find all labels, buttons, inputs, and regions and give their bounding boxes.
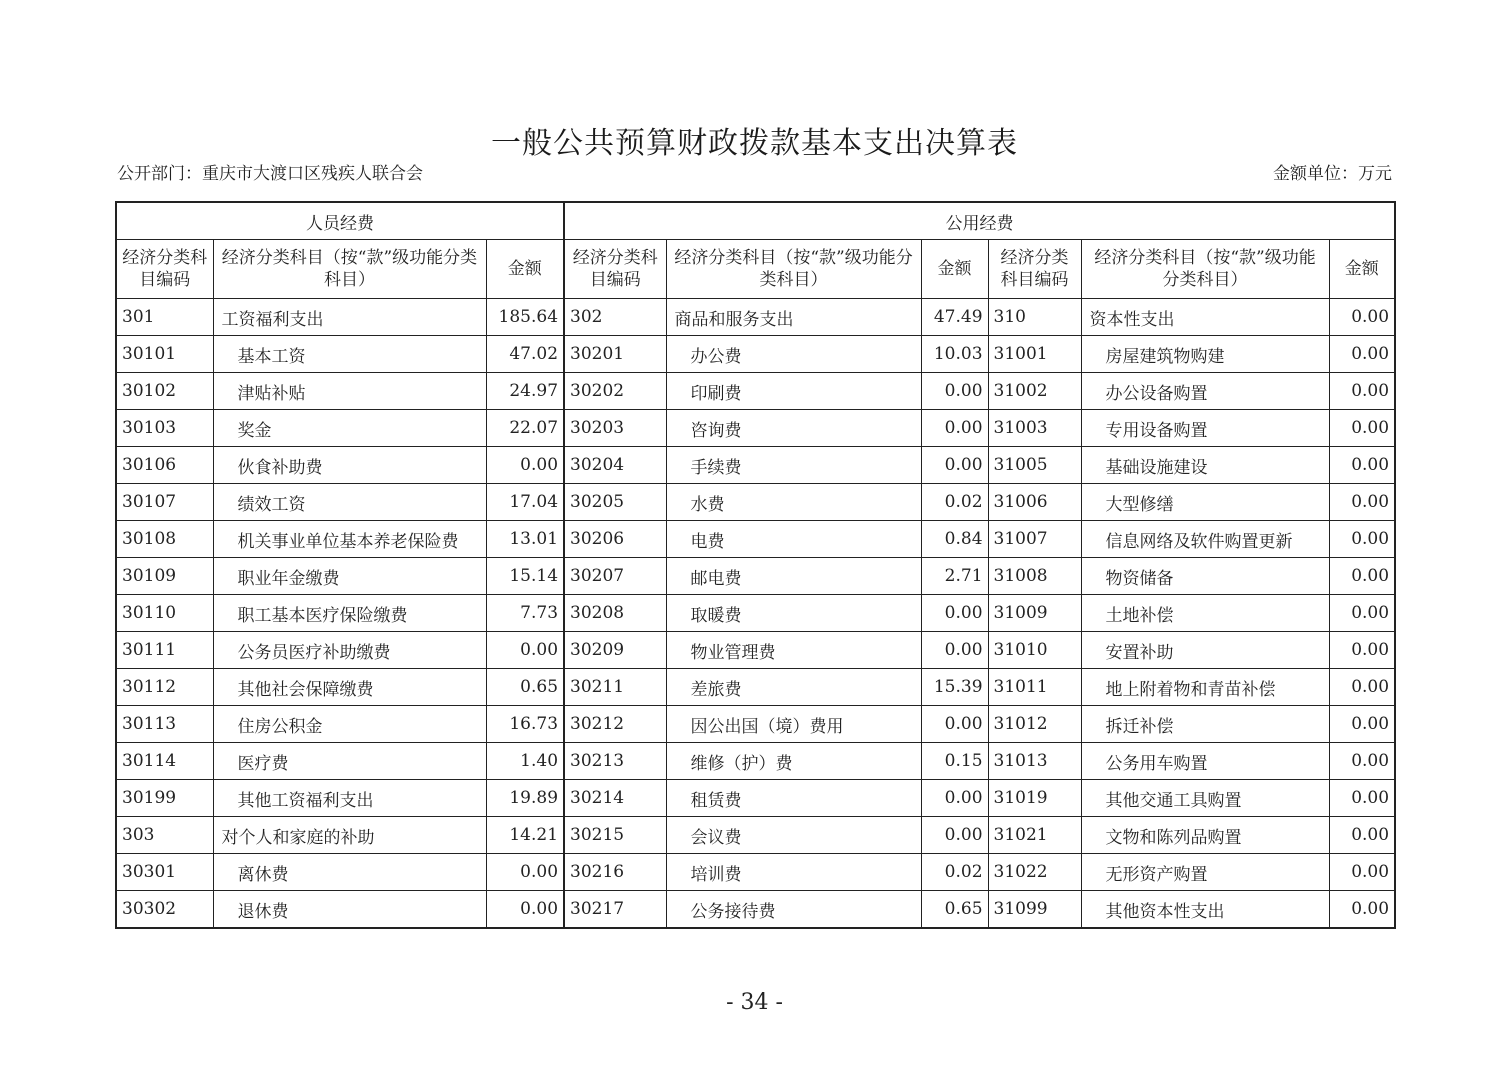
item-amount: 13.01: [486, 521, 564, 558]
item-amount: 14.21: [486, 817, 564, 854]
item-code: 31005: [988, 447, 1081, 484]
item-code: 30208: [564, 595, 666, 632]
item-code: 30112: [116, 669, 213, 706]
item-code: 30214: [564, 780, 666, 817]
item-code: 30215: [564, 817, 666, 854]
item-code: 301: [116, 299, 213, 336]
item-code: 31011: [988, 669, 1081, 706]
item-name: 大型修缮: [1081, 484, 1329, 521]
item-name: 水费: [666, 484, 921, 521]
item-name: 培训费: [666, 854, 921, 891]
item-name: 办公设备购置: [1081, 373, 1329, 410]
item-code: 31019: [988, 780, 1081, 817]
group-header-row: [116, 202, 1395, 240]
item-code: 30199: [116, 780, 213, 817]
item-amount: 0.00: [921, 447, 988, 484]
item-name: 商品和服务支出: [666, 299, 921, 336]
item-code: 31003: [988, 410, 1081, 447]
item-amount: 0.84: [921, 521, 988, 558]
item-amount: 0.00: [921, 373, 988, 410]
item-amount: 0.00: [486, 632, 564, 669]
item-name: 印刷费: [666, 373, 921, 410]
table-row: [116, 817, 1395, 854]
item-amount: 0.65: [486, 669, 564, 706]
item-code: 30110: [116, 595, 213, 632]
col-header-amount: 金额: [486, 240, 564, 299]
item-code: 30212: [564, 706, 666, 743]
item-name: 基础设施建设: [1081, 447, 1329, 484]
item-code: 30204: [564, 447, 666, 484]
item-amount: 2.71: [921, 558, 988, 595]
item-code: 30101: [116, 336, 213, 373]
item-amount: 0.00: [1329, 854, 1395, 891]
table-row: [116, 410, 1395, 447]
item-amount: 0.00: [921, 780, 988, 817]
item-amount: 0.00: [1329, 299, 1395, 336]
item-name: 职工基本医疗保险缴费: [213, 595, 486, 632]
item-name: 物业管理费: [666, 632, 921, 669]
item-name: 绩效工资: [213, 484, 486, 521]
item-code: 30102: [116, 373, 213, 410]
item-code: 30108: [116, 521, 213, 558]
col-header-code: 经济分类科目编码: [116, 240, 213, 299]
item-amount: 7.73: [486, 595, 564, 632]
item-amount: 0.00: [1329, 632, 1395, 669]
item-code: 30207: [564, 558, 666, 595]
item-name: 维修（护）费: [666, 743, 921, 780]
item-code: 30213: [564, 743, 666, 780]
item-amount: 0.00: [921, 706, 988, 743]
item-amount: 0.00: [1329, 410, 1395, 447]
col-header-code: 经济分类科目编码: [988, 240, 1081, 299]
item-code: 30205: [564, 484, 666, 521]
item-name: 医疗费: [213, 743, 486, 780]
item-code: 302: [564, 299, 666, 336]
item-code: 30302: [116, 891, 213, 929]
table-row: [116, 854, 1395, 891]
item-code: 30217: [564, 891, 666, 929]
item-code: 30211: [564, 669, 666, 706]
expenditure-table: [115, 201, 1396, 929]
item-amount: 0.65: [921, 891, 988, 929]
item-amount: 0.00: [1329, 447, 1395, 484]
item-amount: 0.00: [1329, 669, 1395, 706]
item-name: 信息网络及软件购置更新: [1081, 521, 1329, 558]
item-amount: 0.00: [1329, 521, 1395, 558]
item-name: 津贴补贴: [213, 373, 486, 410]
item-amount: 24.97: [486, 373, 564, 410]
table-row: [116, 447, 1395, 484]
item-name: 其他社会保障缴费: [213, 669, 486, 706]
item-amount: 1.40: [486, 743, 564, 780]
item-name: 其他工资福利支出: [213, 780, 486, 817]
item-code: 31002: [988, 373, 1081, 410]
item-name: 办公费: [666, 336, 921, 373]
col-header-name: 经济分类科目（按“款”级功能分类科目）: [1081, 240, 1329, 299]
col-header-amount: 金额: [921, 240, 988, 299]
item-amount: 47.02: [486, 336, 564, 373]
item-amount: 15.39: [921, 669, 988, 706]
item-code: 30111: [116, 632, 213, 669]
item-amount: 0.00: [1329, 706, 1395, 743]
item-amount: 17.04: [486, 484, 564, 521]
item-name: 文物和陈列品购置: [1081, 817, 1329, 854]
item-code: 31099: [988, 891, 1081, 929]
item-amount: 0.00: [1329, 780, 1395, 817]
item-amount: 47.49: [921, 299, 988, 336]
item-name: 差旅费: [666, 669, 921, 706]
table-row: [116, 521, 1395, 558]
item-amount: 0.00: [1329, 373, 1395, 410]
item-code: 30106: [116, 447, 213, 484]
item-amount: 0.00: [486, 447, 564, 484]
item-code: 31013: [988, 743, 1081, 780]
item-code: 30202: [564, 373, 666, 410]
item-code: 30114: [116, 743, 213, 780]
item-name: 其他资本性支出: [1081, 891, 1329, 929]
item-amount: 0.02: [921, 484, 988, 521]
item-code: 30109: [116, 558, 213, 595]
item-name: 邮电费: [666, 558, 921, 595]
item-name: 地上附着物和青苗补偿: [1081, 669, 1329, 706]
item-amount: 0.00: [486, 891, 564, 929]
item-name: 拆迁补偿: [1081, 706, 1329, 743]
col-header-name: 经济分类科目（按“款”级功能分类科目）: [666, 240, 921, 299]
item-amount: 19.89: [486, 780, 564, 817]
column-header-row: [116, 240, 1395, 299]
item-name: 无形资产购置: [1081, 854, 1329, 891]
page-title: 一般公共预算财政拨款基本支出决算表: [491, 126, 1018, 161]
item-name: 安置补助: [1081, 632, 1329, 669]
item-amount: 0.15: [921, 743, 988, 780]
item-name: 基本工资: [213, 336, 486, 373]
item-code: 30113: [116, 706, 213, 743]
item-amount: 0.02: [921, 854, 988, 891]
item-name: 对个人和家庭的补助: [213, 817, 486, 854]
item-code: 30203: [564, 410, 666, 447]
table-row: [116, 780, 1395, 817]
item-amount: 0.00: [1329, 595, 1395, 632]
page-number: - 34 -: [726, 990, 783, 1015]
item-name: 房屋建筑物购建: [1081, 336, 1329, 373]
item-amount: 0.00: [921, 632, 988, 669]
item-amount: 0.00: [1329, 558, 1395, 595]
table-row: [116, 595, 1395, 632]
item-name: 咨询费: [666, 410, 921, 447]
item-code: 31021: [988, 817, 1081, 854]
table-row: [116, 373, 1395, 410]
table-row: [116, 558, 1395, 595]
item-code: 31012: [988, 706, 1081, 743]
col-header-amount: 金额: [1329, 240, 1395, 299]
item-name: 因公出国（境）费用: [666, 706, 921, 743]
personnel-group-header: 人员经费: [116, 202, 564, 240]
item-code: 31008: [988, 558, 1081, 595]
item-code: 30107: [116, 484, 213, 521]
table-row: [116, 669, 1395, 706]
table-row: [116, 706, 1395, 743]
item-code: 30103: [116, 410, 213, 447]
item-name: 退休费: [213, 891, 486, 929]
item-name: 会议费: [666, 817, 921, 854]
item-code: 303: [116, 817, 213, 854]
item-name: 资本性支出: [1081, 299, 1329, 336]
item-code: 30301: [116, 854, 213, 891]
table-row: [116, 299, 1395, 336]
item-code: 31009: [988, 595, 1081, 632]
item-amount: 10.03: [921, 336, 988, 373]
item-name: 租赁费: [666, 780, 921, 817]
item-amount: 0.00: [921, 410, 988, 447]
table-row: [116, 632, 1395, 669]
item-amount: 0.00: [1329, 484, 1395, 521]
table-row: [116, 891, 1395, 929]
item-amount: 0.00: [921, 817, 988, 854]
item-name: 专用设备购置: [1081, 410, 1329, 447]
item-name: 电费: [666, 521, 921, 558]
item-code: 31006: [988, 484, 1081, 521]
item-amount: 185.64: [486, 299, 564, 336]
item-name: 离休费: [213, 854, 486, 891]
item-amount: 16.73: [486, 706, 564, 743]
item-name: 住房公积金: [213, 706, 486, 743]
item-name: 其他交通工具购置: [1081, 780, 1329, 817]
table-row: [116, 484, 1395, 521]
department-label: 公开部门：重庆市大渡口区残疾人联合会: [117, 164, 423, 184]
item-amount: 0.00: [921, 595, 988, 632]
col-header-name: 经济分类科目（按“款”级功能分类科目）: [213, 240, 486, 299]
item-name: 公务接待费: [666, 891, 921, 929]
item-code: 31007: [988, 521, 1081, 558]
col-header-code: 经济分类科目编码: [564, 240, 666, 299]
item-code: 30206: [564, 521, 666, 558]
table-row: [116, 336, 1395, 373]
item-code: 31001: [988, 336, 1081, 373]
item-name: 伙食补助费: [213, 447, 486, 484]
item-code: 310: [988, 299, 1081, 336]
item-amount: 22.07: [486, 410, 564, 447]
unit-label: 金额单位：万元: [1273, 164, 1392, 184]
table-row: [116, 743, 1395, 780]
item-code: 30201: [564, 336, 666, 373]
item-name: 公务员医疗补助缴费: [213, 632, 486, 669]
item-amount: 15.14: [486, 558, 564, 595]
item-name: 取暖费: [666, 595, 921, 632]
item-amount: 0.00: [1329, 817, 1395, 854]
item-name: 工资福利支出: [213, 299, 486, 336]
public-group-header: 公用经费: [564, 202, 1395, 240]
item-name: 公务用车购置: [1081, 743, 1329, 780]
item-amount: 0.00: [486, 854, 564, 891]
item-name: 奖金: [213, 410, 486, 447]
item-code: 31022: [988, 854, 1081, 891]
item-amount: 0.00: [1329, 743, 1395, 780]
item-amount: 0.00: [1329, 336, 1395, 373]
item-name: 物资储备: [1081, 558, 1329, 595]
item-name: 手续费: [666, 447, 921, 484]
item-code: 30209: [564, 632, 666, 669]
item-name: 机关事业单位基本养老保险费: [213, 521, 486, 558]
item-amount: 0.00: [1329, 891, 1395, 929]
item-code: 31010: [988, 632, 1081, 669]
item-name: 土地补偿: [1081, 595, 1329, 632]
item-code: 30216: [564, 854, 666, 891]
item-name: 职业年金缴费: [213, 558, 486, 595]
